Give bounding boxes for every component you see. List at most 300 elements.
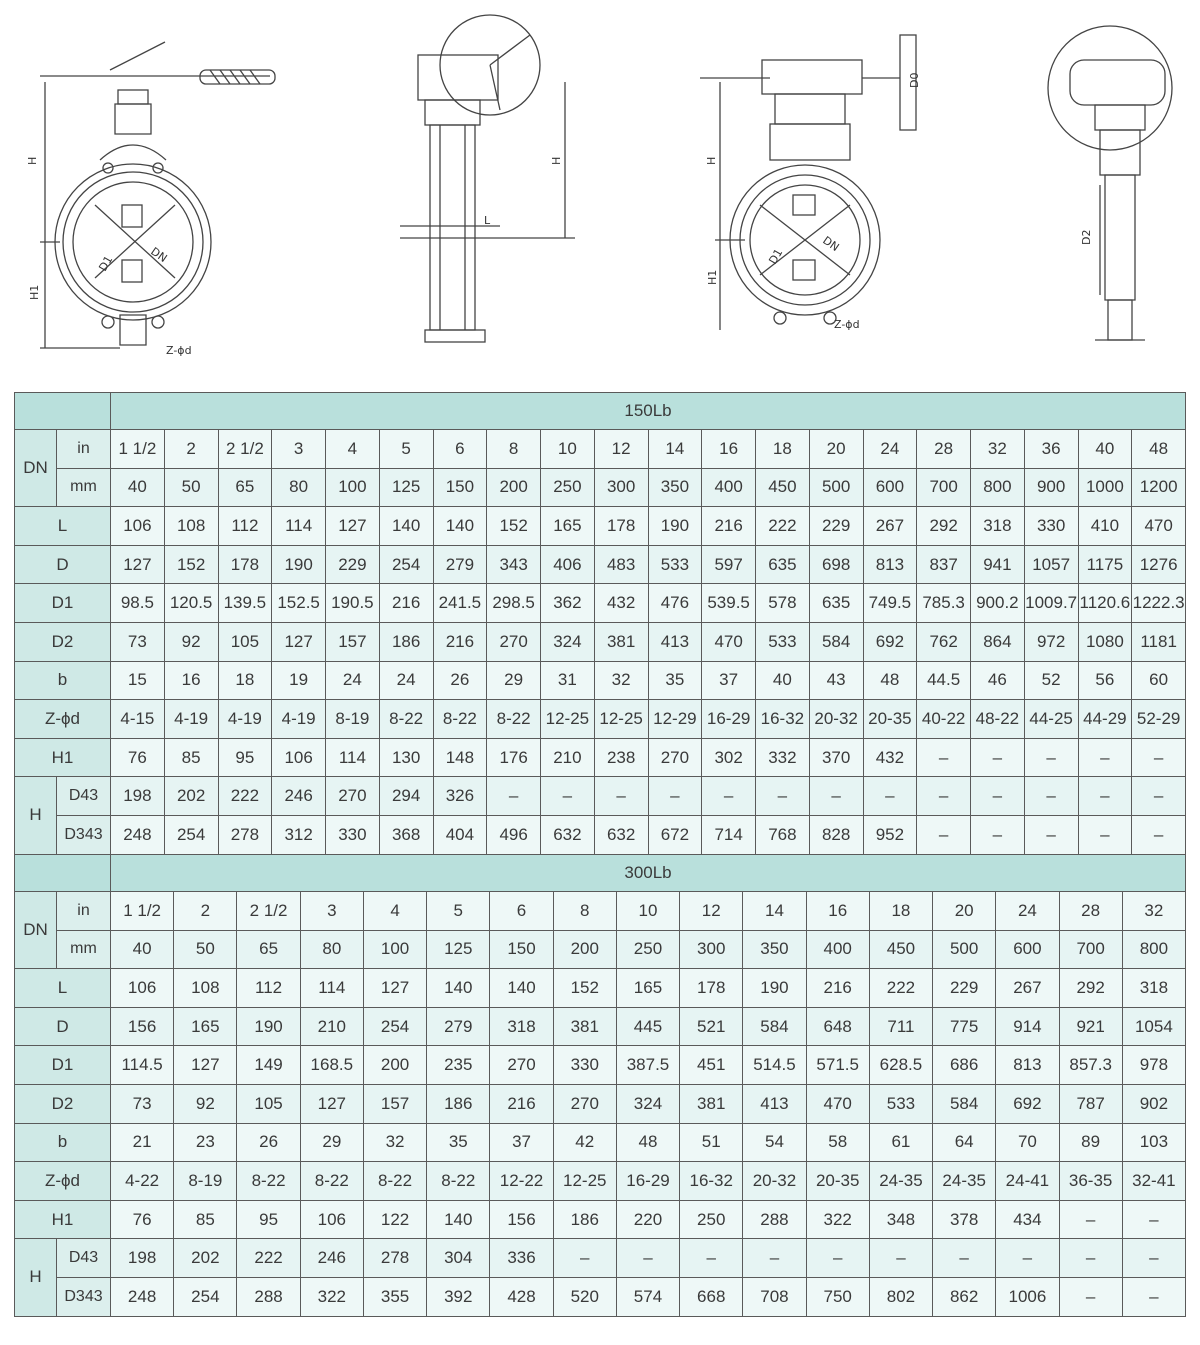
- value-cell: –: [971, 777, 1025, 816]
- size-mm-cell: 800: [971, 468, 1025, 507]
- value-cell: 692: [863, 622, 917, 661]
- size-mm-cell: 1200: [1132, 468, 1186, 507]
- value-cell: 714: [702, 815, 756, 854]
- value-cell: 48-22: [971, 700, 1025, 739]
- value-cell: 8-22: [427, 1162, 490, 1201]
- value-cell: 279: [433, 545, 487, 584]
- value-cell: 18: [218, 661, 272, 700]
- table-row: [15, 815, 1186, 854]
- value-cell: 32-41: [1122, 1162, 1185, 1201]
- value-cell: 190: [272, 545, 326, 584]
- value-cell: 267: [863, 507, 917, 546]
- table-150lb: [14, 392, 1186, 855]
- value-cell: 1276: [1132, 545, 1186, 584]
- value-cell: 278: [218, 815, 272, 854]
- in-label: in: [57, 892, 111, 931]
- value-cell: 35: [648, 661, 702, 700]
- value-cell: 130: [379, 738, 433, 777]
- mm-label: mm: [57, 930, 111, 969]
- value-cell: 785.3: [917, 584, 971, 623]
- table-title-spacer: [15, 855, 111, 892]
- value-cell: 156: [490, 1200, 553, 1239]
- size-in-cell: 8: [553, 892, 616, 931]
- value-cell: 157: [363, 1084, 426, 1123]
- value-cell: 348: [869, 1200, 932, 1239]
- h-sub-label: D43: [57, 1239, 111, 1278]
- value-cell: 533: [869, 1084, 932, 1123]
- h-sub-label: D343: [57, 1277, 111, 1316]
- value-cell: 775: [933, 1007, 996, 1046]
- size-in-cell: 14: [648, 430, 702, 469]
- value-cell: 229: [809, 507, 863, 546]
- value-cell: 216: [490, 1084, 553, 1123]
- table-row: [15, 969, 1186, 1008]
- value-cell: 802: [869, 1277, 932, 1316]
- value-cell: 26: [433, 661, 487, 700]
- value-cell: 24: [326, 661, 380, 700]
- value-cell: 813: [863, 545, 917, 584]
- value-cell: –: [756, 777, 810, 816]
- h-label: H: [15, 777, 57, 854]
- value-cell: 692: [996, 1084, 1059, 1123]
- value-cell: 120.5: [164, 584, 218, 623]
- value-cell: 32: [363, 1123, 426, 1162]
- value-cell: 152: [487, 507, 541, 546]
- size-mm-cell: 700: [1059, 930, 1122, 969]
- value-cell: 332: [756, 738, 810, 777]
- value-cell: 15: [111, 661, 165, 700]
- value-cell: –: [971, 738, 1025, 777]
- size-mm-cell: 125: [427, 930, 490, 969]
- value-cell: 19: [272, 661, 326, 700]
- size-mm-cell: 80: [272, 468, 326, 507]
- size-in-cell: 16: [806, 892, 869, 931]
- value-cell: 322: [806, 1200, 869, 1239]
- size-in-cell: 2 1/2: [237, 892, 300, 931]
- value-cell: 186: [427, 1084, 490, 1123]
- label-h1-fig3: H1: [706, 269, 719, 285]
- value-cell: 140: [379, 507, 433, 546]
- value-cell: 406: [541, 545, 595, 584]
- size-in-cell: 12: [680, 892, 743, 931]
- value-cell: 521: [680, 1007, 743, 1046]
- value-cell: 381: [553, 1007, 616, 1046]
- value-cell: 238: [594, 738, 648, 777]
- value-cell: –: [809, 777, 863, 816]
- value-cell: –: [917, 738, 971, 777]
- value-cell: –: [1059, 1239, 1122, 1278]
- value-cell: 202: [164, 777, 218, 816]
- value-cell: 127: [111, 545, 165, 584]
- value-cell: 42: [553, 1123, 616, 1162]
- value-cell: 48: [616, 1123, 679, 1162]
- value-cell: 254: [174, 1277, 237, 1316]
- value-cell: –: [863, 777, 917, 816]
- value-cell: 220: [616, 1200, 679, 1239]
- value-cell: 292: [917, 507, 971, 546]
- row-label: b: [15, 1123, 111, 1162]
- value-cell: 12-25: [553, 1162, 616, 1201]
- value-cell: 972: [1024, 622, 1078, 661]
- value-cell: 229: [933, 969, 996, 1008]
- value-cell: 43: [809, 661, 863, 700]
- size-mm-cell: 80: [300, 930, 363, 969]
- value-cell: 270: [326, 777, 380, 816]
- value-cell: 29: [487, 661, 541, 700]
- value-cell: 85: [174, 1200, 237, 1239]
- value-cell: 343: [487, 545, 541, 584]
- value-cell: 89: [1059, 1123, 1122, 1162]
- value-cell: 32: [594, 661, 648, 700]
- row-label: L: [15, 507, 111, 546]
- value-cell: –: [1132, 815, 1186, 854]
- value-cell: 61: [869, 1123, 932, 1162]
- value-cell: 12-25: [594, 700, 648, 739]
- row-label: D2: [15, 622, 111, 661]
- value-cell: 24: [379, 661, 433, 700]
- value-cell: –: [541, 777, 595, 816]
- value-cell: 190: [237, 1007, 300, 1046]
- value-cell: 941: [971, 545, 1025, 584]
- value-cell: 122: [363, 1200, 426, 1239]
- value-cell: 36-35: [1059, 1162, 1122, 1201]
- value-cell: 222: [756, 507, 810, 546]
- value-cell: 85: [164, 738, 218, 777]
- value-cell: 246: [272, 777, 326, 816]
- size-mm-cell: 200: [487, 468, 541, 507]
- size-in-cell: 12: [594, 430, 648, 469]
- value-cell: –: [1059, 1200, 1122, 1239]
- value-cell: 58: [806, 1123, 869, 1162]
- value-cell: 326: [433, 777, 487, 816]
- value-cell: 105: [218, 622, 272, 661]
- value-cell: 1222.3: [1132, 584, 1186, 623]
- value-cell: 4-19: [164, 700, 218, 739]
- value-cell: 176: [487, 738, 541, 777]
- table-row: [15, 1239, 1186, 1278]
- value-cell: 26: [237, 1123, 300, 1162]
- value-cell: 370: [809, 738, 863, 777]
- size-in-cell: 8: [487, 430, 541, 469]
- value-cell: 216: [433, 622, 487, 661]
- value-cell: 584: [809, 622, 863, 661]
- table-row: [15, 1277, 1186, 1316]
- value-cell: 250: [680, 1200, 743, 1239]
- size-in-cell: 32: [971, 430, 1025, 469]
- value-cell: 270: [490, 1046, 553, 1085]
- value-cell: 648: [806, 1007, 869, 1046]
- size-in-cell: 1 1/2: [111, 430, 165, 469]
- value-cell: 44-25: [1024, 700, 1078, 739]
- value-cell: 44-29: [1078, 700, 1132, 739]
- value-cell: 114.5: [111, 1046, 174, 1085]
- value-cell: 978: [1122, 1046, 1185, 1085]
- size-in-cell: 5: [379, 430, 433, 469]
- figure-gear-top-side: [1048, 26, 1172, 340]
- value-cell: 584: [743, 1007, 806, 1046]
- size-mm-cell: 150: [490, 930, 553, 969]
- value-cell: 44.5: [917, 661, 971, 700]
- value-cell: 106: [111, 507, 165, 546]
- value-cell: 52: [1024, 661, 1078, 700]
- value-cell: 165: [616, 969, 679, 1008]
- value-cell: 672: [648, 815, 702, 854]
- in-label: in: [57, 430, 111, 469]
- value-cell: 1009.7: [1024, 584, 1078, 623]
- value-cell: –: [933, 1239, 996, 1278]
- size-mm-cell: 300: [680, 930, 743, 969]
- value-cell: 54: [743, 1123, 806, 1162]
- size-mm-cell: 900: [1024, 468, 1078, 507]
- size-in-cell: 20: [933, 892, 996, 931]
- value-cell: 40: [756, 661, 810, 700]
- value-cell: 140: [427, 1200, 490, 1239]
- label-dn-fig1: DN: [148, 244, 170, 266]
- size-in-cell: 10: [616, 892, 679, 931]
- table-row: [15, 892, 1186, 931]
- value-cell: –: [1078, 738, 1132, 777]
- value-cell: 52-29: [1132, 700, 1186, 739]
- value-cell: 952: [863, 815, 917, 854]
- size-mm-cell: 50: [164, 468, 218, 507]
- value-cell: 190: [648, 507, 702, 546]
- value-cell: –: [1024, 738, 1078, 777]
- value-cell: 29: [300, 1123, 363, 1162]
- value-cell: 222: [237, 1239, 300, 1278]
- value-cell: 178: [218, 545, 272, 584]
- value-cell: –: [1122, 1200, 1185, 1239]
- value-cell: 533: [648, 545, 702, 584]
- value-cell: 324: [616, 1084, 679, 1123]
- size-in-cell: 6: [433, 430, 487, 469]
- label-dn-fig3: DN: [820, 233, 842, 255]
- value-cell: 222: [218, 777, 272, 816]
- row-label: D: [15, 1007, 111, 1046]
- label-h1-fig1: H1: [28, 284, 41, 300]
- size-in-cell: 20: [809, 430, 863, 469]
- value-cell: 246: [300, 1239, 363, 1278]
- value-cell: 1175: [1078, 545, 1132, 584]
- value-cell: –: [869, 1239, 932, 1278]
- value-cell: 711: [869, 1007, 932, 1046]
- value-cell: 318: [971, 507, 1025, 546]
- dn-label: DN: [15, 892, 57, 969]
- label-zd-fig3: Z-ϕd: [834, 318, 860, 331]
- value-cell: 381: [680, 1084, 743, 1123]
- size-in-cell: 3: [272, 430, 326, 469]
- value-cell: 139.5: [218, 584, 272, 623]
- value-cell: 404: [433, 815, 487, 854]
- value-cell: 749.5: [863, 584, 917, 623]
- value-cell: 8-22: [300, 1162, 363, 1201]
- figure-gear-front: [700, 35, 916, 330]
- value-cell: 12-22: [490, 1162, 553, 1201]
- spec-table-150lb: [14, 392, 1186, 855]
- size-in-cell: 5: [427, 892, 490, 931]
- h-sub-label: D43: [57, 777, 111, 816]
- size-mm-cell: 250: [616, 930, 679, 969]
- value-cell: 900.2: [971, 584, 1025, 623]
- value-cell: 4-22: [111, 1162, 174, 1201]
- value-cell: 8-19: [174, 1162, 237, 1201]
- row-label: Z-ϕd: [15, 1162, 111, 1201]
- value-cell: –: [648, 777, 702, 816]
- value-cell: –: [1024, 815, 1078, 854]
- value-cell: 152.5: [272, 584, 326, 623]
- value-cell: 222: [869, 969, 932, 1008]
- value-cell: 413: [648, 622, 702, 661]
- value-cell: –: [1024, 777, 1078, 816]
- value-cell: 216: [806, 969, 869, 1008]
- size-in-cell: 18: [869, 892, 932, 931]
- value-cell: 24-41: [996, 1162, 1059, 1201]
- size-mm-cell: 125: [379, 468, 433, 507]
- value-cell: 864: [971, 622, 1025, 661]
- size-in-cell: 6: [490, 892, 553, 931]
- value-cell: 304: [427, 1239, 490, 1278]
- row-label: H1: [15, 738, 111, 777]
- value-cell: 330: [553, 1046, 616, 1085]
- value-cell: 37: [702, 661, 756, 700]
- value-cell: 35: [427, 1123, 490, 1162]
- value-cell: –: [1078, 815, 1132, 854]
- value-cell: 165: [174, 1007, 237, 1046]
- value-cell: 51: [680, 1123, 743, 1162]
- table-row: [15, 1046, 1186, 1085]
- value-cell: 210: [541, 738, 595, 777]
- value-cell: 95: [218, 738, 272, 777]
- table-row: [15, 700, 1186, 739]
- value-cell: 8-22: [237, 1162, 300, 1201]
- value-cell: 857.3: [1059, 1046, 1122, 1085]
- value-cell: 632: [541, 815, 595, 854]
- value-cell: 1120.6: [1078, 584, 1132, 623]
- size-mm-cell: 50: [174, 930, 237, 969]
- value-cell: 571.5: [806, 1046, 869, 1085]
- table-row: [15, 584, 1186, 623]
- value-cell: 73: [111, 1084, 174, 1123]
- value-cell: 1057: [1024, 545, 1078, 584]
- table-title: 300Lb: [111, 855, 1186, 892]
- value-cell: 248: [111, 1277, 174, 1316]
- row-label: D2: [15, 1084, 111, 1123]
- label-d1-fig1: D1: [96, 253, 116, 274]
- value-cell: 127: [272, 622, 326, 661]
- value-cell: 248: [111, 815, 165, 854]
- size-in-cell: 2 1/2: [218, 430, 272, 469]
- value-cell: 267: [996, 969, 1059, 1008]
- row-label: b: [15, 661, 111, 700]
- value-cell: 298.5: [487, 584, 541, 623]
- value-cell: 902: [1122, 1084, 1185, 1123]
- label-d2-fig4: D2: [1080, 229, 1093, 245]
- value-cell: 432: [594, 584, 648, 623]
- value-cell: 762: [917, 622, 971, 661]
- value-cell: 288: [237, 1277, 300, 1316]
- value-cell: 445: [616, 1007, 679, 1046]
- value-cell: 434: [996, 1200, 1059, 1239]
- label-d1-fig3: D1: [766, 246, 786, 267]
- value-cell: 1054: [1122, 1007, 1185, 1046]
- value-cell: 470: [806, 1084, 869, 1123]
- value-cell: 533: [756, 622, 810, 661]
- value-cell: 628.5: [869, 1046, 932, 1085]
- value-cell: –: [971, 815, 1025, 854]
- dn-label: DN: [15, 430, 57, 507]
- value-cell: 198: [111, 1239, 174, 1278]
- table-row: [15, 507, 1186, 546]
- value-cell: 787: [1059, 1084, 1122, 1123]
- value-cell: 914: [996, 1007, 1059, 1046]
- table-row: [15, 430, 1186, 469]
- size-mm-cell: 40: [111, 468, 165, 507]
- size-mm-cell: 800: [1122, 930, 1185, 969]
- value-cell: 278: [363, 1239, 426, 1278]
- size-mm-cell: 350: [648, 468, 702, 507]
- size-mm-cell: 65: [218, 468, 272, 507]
- value-cell: 635: [809, 584, 863, 623]
- size-in-cell: 48: [1132, 430, 1186, 469]
- value-cell: 76: [111, 1200, 174, 1239]
- value-cell: 235: [427, 1046, 490, 1085]
- value-cell: –: [616, 1239, 679, 1278]
- value-cell: 152: [553, 969, 616, 1008]
- value-cell: 216: [702, 507, 756, 546]
- table-row: [15, 1007, 1186, 1046]
- size-mm-cell: 400: [806, 930, 869, 969]
- value-cell: 708: [743, 1277, 806, 1316]
- size-in-cell: 14: [743, 892, 806, 931]
- value-cell: 112: [218, 507, 272, 546]
- size-mm-cell: 200: [553, 930, 616, 969]
- value-cell: 103: [1122, 1123, 1185, 1162]
- figure-gear-side: [400, 15, 575, 342]
- valve-drawings: [0, 0, 1200, 370]
- value-cell: 828: [809, 815, 863, 854]
- value-cell: 292: [1059, 969, 1122, 1008]
- value-cell: 686: [933, 1046, 996, 1085]
- size-in-cell: 4: [363, 892, 426, 931]
- value-cell: –: [743, 1239, 806, 1278]
- value-cell: 60: [1132, 661, 1186, 700]
- label-zd-fig1: Z-ϕd: [166, 344, 192, 357]
- value-cell: 23: [174, 1123, 237, 1162]
- value-cell: 152: [164, 545, 218, 584]
- value-cell: 318: [490, 1007, 553, 1046]
- value-cell: 921: [1059, 1007, 1122, 1046]
- mm-label: mm: [57, 468, 111, 507]
- value-cell: 432: [863, 738, 917, 777]
- value-cell: 165: [541, 507, 595, 546]
- value-cell: –: [680, 1239, 743, 1278]
- value-cell: 16-29: [702, 700, 756, 739]
- value-cell: 37: [490, 1123, 553, 1162]
- table-row: [15, 738, 1186, 777]
- value-cell: 837: [917, 545, 971, 584]
- value-cell: 279: [427, 1007, 490, 1046]
- h-label: H: [15, 1239, 57, 1316]
- table-title: 150Lb: [111, 393, 1186, 430]
- value-cell: 428: [490, 1277, 553, 1316]
- value-cell: 322: [300, 1277, 363, 1316]
- label-l-fig2: L: [484, 214, 491, 227]
- value-cell: 1080: [1078, 622, 1132, 661]
- table-row: [15, 661, 1186, 700]
- value-cell: 140: [433, 507, 487, 546]
- size-in-cell: 18: [756, 430, 810, 469]
- value-cell: 1006: [996, 1277, 1059, 1316]
- value-cell: 186: [379, 622, 433, 661]
